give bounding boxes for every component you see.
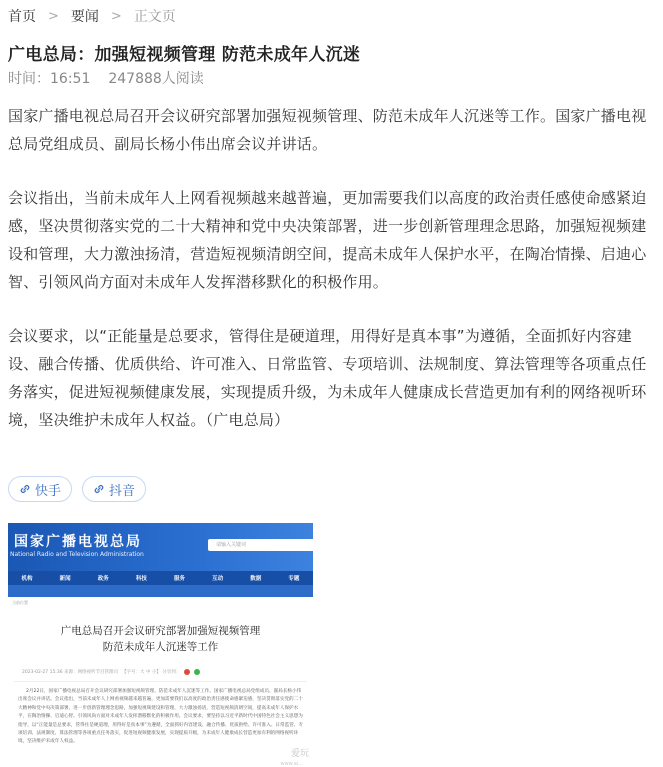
site-name-en: National Radio and Television Administration — [10, 551, 144, 558]
breadcrumb-news-link[interactable]: 要闻 — [70, 9, 99, 25]
divider — [14, 681, 307, 682]
site-nav-item: 专题 — [288, 576, 300, 582]
publish-time: 时间：16:51 — [8, 71, 91, 87]
tag-list — [8, 476, 146, 502]
read-count: 247888人阅读 — [108, 71, 204, 87]
weibo-icon — [184, 669, 190, 675]
link-icon — [93, 483, 105, 495]
site-meta-info: 2023-02-27 15:36 来源：网络视听节目管理司 — [22, 670, 118, 675]
article-body — [8, 102, 658, 460]
site-nav-item: 互动 — [212, 576, 224, 582]
site-title-line: 防范未成年人沉迷等工作 — [102, 641, 219, 653]
site-nav — [8, 571, 313, 585]
article-paragraph: 国家广播电视总局召开会议研究部署加强短视频管理、防范未成年人沉迷等工作。国家广播电视总局党组成员、副局长杨小伟出席会议并讲话。 — [8, 107, 647, 153]
site-nav-item: 机构 — [21, 576, 33, 582]
site-article-meta — [8, 669, 313, 675]
tag-label: 快手 — [35, 483, 62, 499]
tag-label: 抖音 — [109, 483, 136, 499]
article-meta — [8, 68, 204, 88]
article-title: 广电总局：加强短视频管理 防范未成年人沉迷 — [8, 45, 361, 65]
site-nav-item: 数据 — [250, 576, 262, 582]
breadcrumb-separator: > — [48, 8, 59, 24]
article-paragraph: 会议指出，当前未成年人上网看视频越来越普遍，更加需要我们以高度的政治责任感使命感紧迫感，坚决贯彻落实党的二十大精神和党中央决策部署，进一步创新管理理念思路，加强短视频建设和管理，大力激浊扬清，营造短视频清朗空间，提高未成年人保护水平，在陶冶情操、启迪心智、引领风尚方面对未成年人发挥潜移默化的积极作用。 — [8, 189, 647, 291]
wechat-icon — [194, 669, 200, 675]
article-paragraph: 会议要求，以“正能量是总要求，管得住是硬道理，用得好是真本事”为遵循，全面抓好内容建设、融合传播、优质供给、许可准入、日常监管、专项培训、法规制度、算法管理等各项重点任务落实，促进短视频健康发展，实现提质升级，为未成年人健康成长营造更加有利的网络视听环境，坚决维护未成年人权益。（广电总局） — [8, 327, 647, 429]
site-crumb: 当前位置 — [12, 600, 28, 605]
watermark: 爱玩 — [290, 749, 309, 759]
breadcrumb-home-link[interactable]: 首页 — [8, 9, 36, 25]
link-icon — [19, 483, 31, 495]
site-search-box: 请输入关键词 — [208, 539, 313, 551]
site-nav-item: 科技 — [135, 576, 147, 582]
breadcrumb-current: 正文页 — [133, 9, 176, 25]
site-article-body: 2月22日，国家广播电视总局召开会议研究部署加强短视频管理、防范未成年人沉迷等工作。国家广播电视总局党组成员、副局长杨小伟出席会议并讲话。会议指出，当前未成年人上网看视频越来越普遍，更加需要我们以高度的政治责任感使命感紧迫感，坚决贯彻落实党的二十大精神和党中央决策部署，进一步创新管理理念思路，加强短视频建设和管理，大力激浊扬清，营造短视频清朗空间，提高未成年人保护水平，在陶冶情操、启迪心智、引领风尚方面对未成年人发挥潜移默化的积极作用。会议要求，要坚持以习近平新时代中国特色社会主义思想为指导，以“正能量是总要求，管得住是硬道理，用得好是真本事”为遵循，全面抓好内容建设、融合传播、优质供给、许可准入、日常监管、专项培训、法规制度、算法管理等各项重点任务落实，促进短视频健康发展，实现提质升级，为未成年人健康成长营造更加有利的网络视听环境，坚决维护未成年人权益。 — [18, 689, 303, 745]
watermark-url: www.ai... — [280, 761, 303, 767]
tag-douyin[interactable] — [82, 476, 146, 502]
site-name: 国家广播电视总局 — [14, 534, 142, 550]
site-nav-item: 服务 — [174, 576, 186, 582]
site-article-title — [8, 623, 313, 655]
site-header — [8, 523, 313, 571]
breadcrumb-separator: > — [110, 8, 122, 24]
site-nav-item: 新闻 — [59, 576, 71, 582]
site-subnav — [8, 585, 313, 597]
tag-kuaishou[interactable] — [8, 476, 72, 502]
site-title-line: 广电总局召开会议研究部署加强短视频管理 — [60, 625, 261, 637]
breadcrumb — [8, 6, 176, 26]
embedded-screenshot — [8, 523, 313, 767]
site-nav-item: 政务 — [97, 576, 109, 582]
site-meta-font: 【字号：大 中 小】 分享到： — [121, 670, 181, 675]
